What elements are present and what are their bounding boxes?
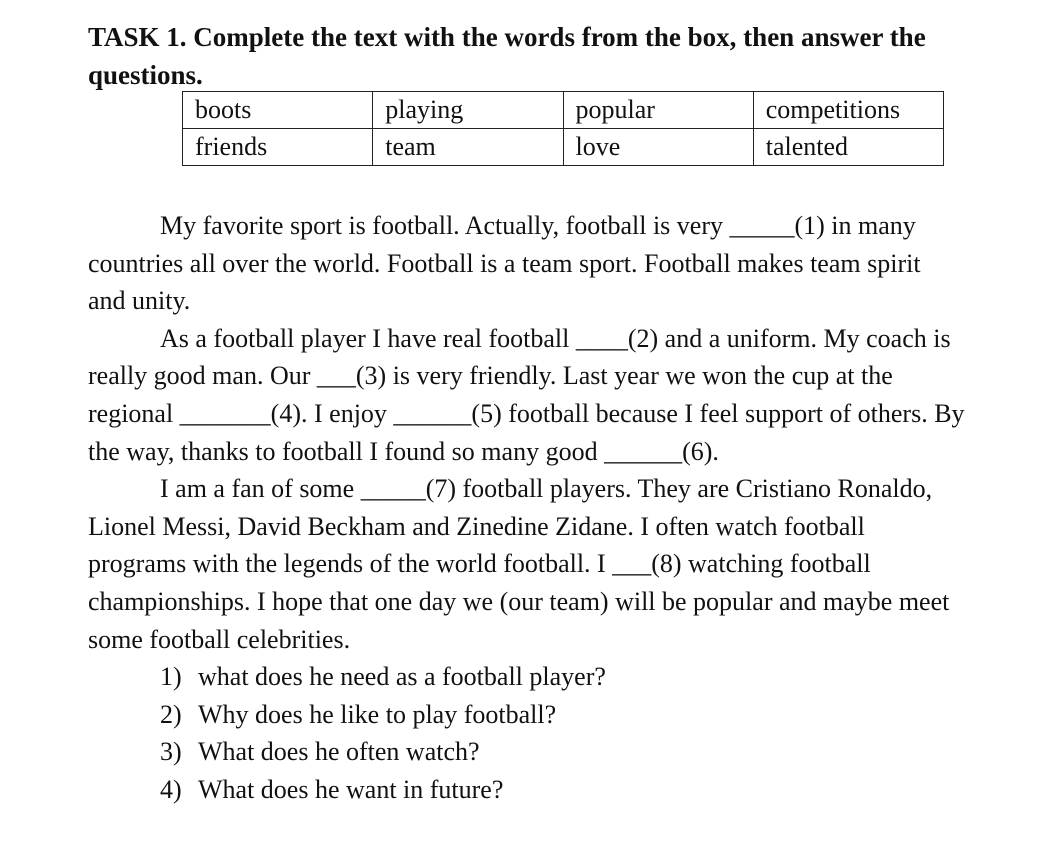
passage-line: really good man. Our ___(3) is very friendly. Last year we won the cup at the xyxy=(88,361,893,391)
paragraph-1 xyxy=(88,207,1033,320)
passage-line: My favorite sport is football. Actually, football is very _____(1) in many xyxy=(160,211,916,240)
passage-line: and unity. xyxy=(88,286,191,316)
word-box-table xyxy=(182,91,944,166)
question-item xyxy=(160,733,606,771)
word-box-cell: talented xyxy=(753,129,943,166)
passage-line: Lionel Messi, David Beckham and Zinedine Zidane. I often watch football xyxy=(88,511,865,541)
word-box-cell: team xyxy=(373,129,563,166)
question-item xyxy=(160,696,606,734)
word-box-cell: love xyxy=(563,129,753,166)
question-item xyxy=(160,658,606,696)
passage-line: some football celebrities. xyxy=(88,624,351,654)
passage-line: programs with the legends of the world football. I ___(8) watching football xyxy=(88,549,871,579)
question-text: What does he want in future? xyxy=(198,774,504,804)
task-heading-line: TASK 1. Complete the text with the words from the box, then answer the xyxy=(88,22,926,52)
word-box-cell: friends xyxy=(183,129,373,166)
passage-line: the way, thanks to football I found so many good ______(6). xyxy=(88,436,719,466)
word-box-row xyxy=(183,129,944,166)
word-box-cell: competitions xyxy=(753,92,943,129)
question-text: Why does he like to play football? xyxy=(198,699,557,729)
passage-line: As a football player I have real football ____(2) and a uniform. My coach is xyxy=(160,323,951,353)
passage-line: regional _______(4). I enjoy ______(5) football because I feel support of others. By xyxy=(88,398,965,428)
question-text: What does he often watch? xyxy=(198,737,480,767)
word-box-row xyxy=(183,92,944,129)
question-list xyxy=(160,658,606,808)
word-box-cell: popular xyxy=(563,92,753,129)
question-number: 1) xyxy=(160,662,182,691)
paragraph-3 xyxy=(88,470,1033,658)
paragraph-2 xyxy=(88,320,1033,470)
question-number: 3) xyxy=(160,737,182,767)
word-box-cell: boots xyxy=(183,92,373,129)
question-number: 2) xyxy=(160,699,182,729)
word-box-cell: playing xyxy=(373,92,563,129)
question-number: 4) xyxy=(160,774,182,804)
question-item xyxy=(160,771,606,809)
passage-line: championships. I hope that one day we (our team) will be popular and maybe meet xyxy=(88,586,950,616)
task-heading xyxy=(88,18,1008,94)
reading-passage xyxy=(88,207,1033,658)
task-heading-line: questions. xyxy=(88,60,203,90)
passage-line: countries all over the world. Football is a team sport. Football makes team spirit xyxy=(88,248,921,278)
passage-line: I am a fan of some _____(7) football players. They are Cristiano Ronaldo, xyxy=(160,474,933,504)
question-text: what does he need as a football player? xyxy=(198,662,606,691)
